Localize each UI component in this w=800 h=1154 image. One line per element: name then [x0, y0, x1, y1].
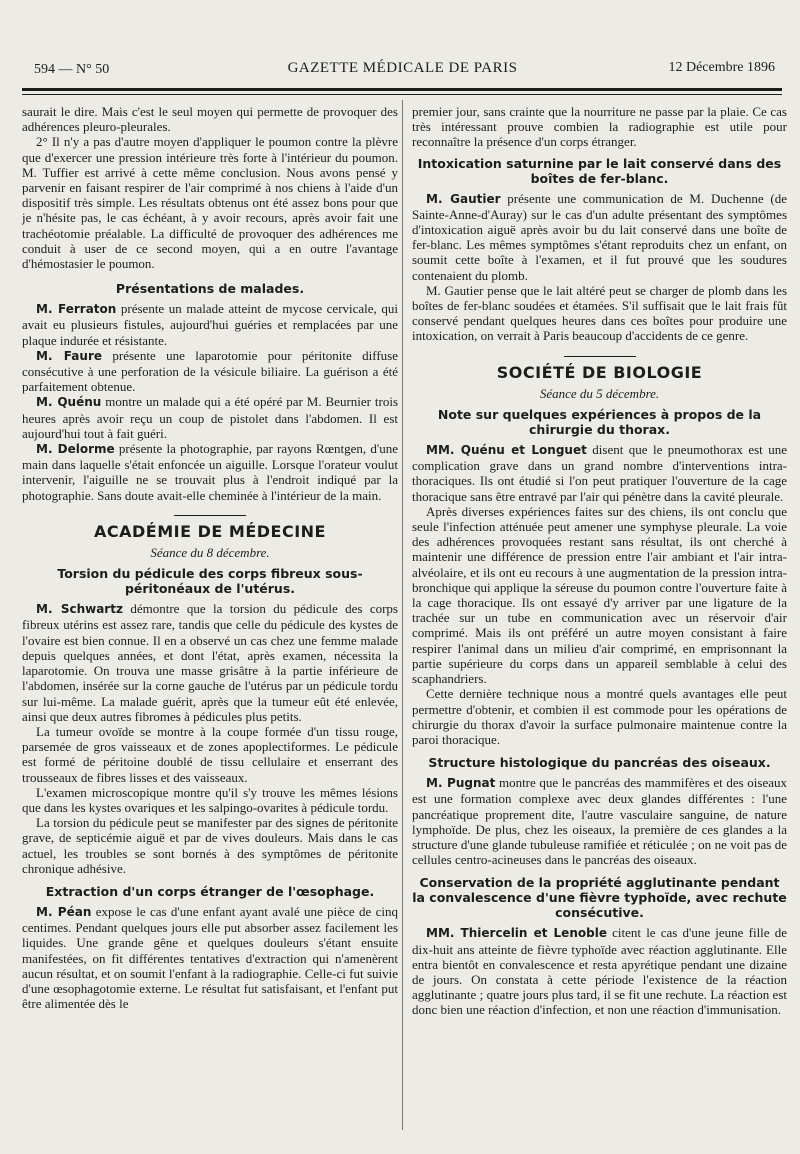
- author-name: MM. Thiercelin et Lenoble: [426, 926, 607, 941]
- paragraph-ferraton: [22, 301, 398, 348]
- section-separator: [564, 356, 636, 357]
- paragraph-quenu-longuet: [412, 442, 787, 504]
- journal-title: GAZETTE MÉDICALE DE PARIS: [287, 60, 518, 76]
- paragraph: saurait le dire. Mais c'est le seul moyen qui permette de provoquer des adhérences pleuro-pleurales.: [22, 104, 398, 135]
- paragraph: La torsion du pédicule peut se manifester par des signes de péritonite grave, de septicémie aiguë et par de vives douleurs. Mais dans le cas actuel, les troubles se sont bornés à des symptômes de péritonite chronique adhésive.: [22, 815, 398, 876]
- left-column: [22, 104, 398, 1011]
- section-separator: [174, 515, 246, 516]
- paragraph-text: expose le cas d'une enfant ayant avalé une pièce de cinq centimes. Pendant quelques jours elle put absorber assez facilement les liquides. Une grande gêne et quelques douleurs s'étant ensuite manifestées, on fit différentes tentatives d'extraction qui n'amenèrent aucun résultat, et on soumit l'enfant à la radiographie. Celle-ci fut suivie d'une œsophagotomie externe. Le résultat fut satisfaisant, et l'enfant put être alimentée dès le: [22, 903, 398, 1012]
- section-heading-extraction: Extraction d'un corps étranger de l'œsophage.: [45, 883, 375, 899]
- paragraph-quenu: [22, 394, 398, 441]
- author-name: M. Schwartz: [36, 602, 123, 617]
- paragraph-text: présente un malade atteint de mycose cervicale, qui avait eu plusieurs fistules, aujourd'hui guéries et remplacées par une plaque indurée et résistante.: [22, 301, 399, 348]
- paragraph-thiercelin: [412, 925, 787, 1017]
- author-name: M. Pugnat: [426, 776, 496, 791]
- academie-session: Séance du 8 décembre.: [150, 545, 270, 561]
- paragraph-pugnat: [412, 775, 787, 867]
- section-heading-presentations: Présentations de malades.: [115, 281, 305, 297]
- paragraph: Cette dernière technique nous a montré quels avantages elle peut permettre d'obtenir, et combien il est commode pour les opérations de chirurgie du thorax d'avoir la surface pulmonaire maintenue contre la paroi thoracique.: [412, 686, 787, 747]
- section-heading-note: Note sur quelques expériences à propos de la chirurgie du thorax.: [437, 407, 762, 438]
- paragraph-text: présente une communication de M. Duchenne (de Sainte-Anne-d'Auray) sur le cas d'un adulte présentant des symptômes d'intoxication aiguë après avoir bu du lait conservé dans une boîte de fer-blanc. Les mêmes symptômes s'étant reproduits chez un enfant, on soumit cette boîte à l'examen, et il fut prouvé que les soudures contenaient du plomb.: [412, 190, 788, 283]
- paragraph: premier jour, sans crainte que la nourriture ne passe par la plaie. Ce cas très intéressant prouve combien la radiographie est utile pour reconnaître la présence d'un corps étranger.: [412, 104, 787, 150]
- author-name: M. Ferraton: [36, 302, 117, 317]
- paragraph-text: démontre que la torsion du pédicule des corps fibreux utérins est assez rare, tandis que celle du pédicule des kystes de l'ovaire est bien connue. Il en a observé un cas chez une femme malade depuis quelques années, et dont l'état, après examen, nécessita la laparotomie. On trouva une masse grisâtre à la partie inférieure de l'abdomen, insérée sur la corne gauche de l'utérus par un pédicule tordu sur lui-même. La malade guérit, après que la tumeur eût été enlevée, ainsi que deux autres fibromes à pédicules plus petits.: [22, 601, 398, 724]
- column-divider: [402, 100, 403, 1130]
- header-rule-thick: [22, 88, 782, 91]
- paragraph-text: montre que le pancréas des mammifères et des oiseaux est une formation complexe avec deux glandes différentes : l'une pancréatique proprement dite, l'autre vasculaire sanguine, de nature lymphoïde. De plus, chez les oiseaux, la première de ces glandes a la structure d'une glande tubuleuse ramifiée et réticulée ; on ne voit pas de cellules centro-acineuses dans le pancréas des oiseaux.: [412, 775, 787, 868]
- paragraph-gautier: [412, 191, 787, 283]
- section-heading-structure: Structure histologique du pancréas des oiseaux.: [428, 755, 771, 771]
- paragraph-delorme: [22, 441, 398, 503]
- paragraph: Après diverses expériences faites sur des chiens, ils ont conclu que seule l'infection atténuée peut amener une symphyse pleurale. La voie des adhérences provoquées restant sans résultat, ils ont cherché à maintenir une différence de pression entre l'air ambiant et l'air intra-alvéolaire, et ils ont eu recours à une augmentation de la pression intra-bronchique qui applique la séreuse du poumon contre l'ouverture faite à la cage thoracique. Ils ont essayé d'y arriver par une ligature de la trachée sur un tube en communication avec un réservoir d'air comprimé. Mais ils ont préféré un autre moyen consistant à faire respirer l'animal dans un milieu d'air comprimé, en emprisonnant la partie supérieure du corps dans un appareil semblable à celui des scaphandriers.: [412, 503, 787, 687]
- paragraph: L'examen microscopique montre qu'il s'y trouve les mêmes lésions que dans les kystes ovariques et les salpingo-ovarites à pédicule tordu.: [22, 784, 398, 815]
- author-name: M. Péan: [36, 904, 92, 919]
- page-header: [30, 58, 775, 82]
- paragraph-faure: [22, 348, 398, 395]
- header-rule-thin: [22, 94, 782, 95]
- right-column: [412, 104, 787, 1018]
- issue-date: 12 Décembre 1896: [668, 60, 775, 75]
- paragraph-text: citent le cas d'une jeune fille de dix-huit ans atteinte de fièvre typhoïde avec réaction agglutinante. Elle entra bientôt en convalescence et resta apyrétique pendant une dizaine de jours. On constata à cette période l'existence de la réaction agglutinante ; quatre jours plus tard, il se fit une rechute. La réaction est donc bien une réaction d'infection, et non une réaction d'immunisation.: [412, 925, 788, 1018]
- paragraph-text: disent que le pneumothorax est une complication grave dans un grand nombre d'interventions intra-thoraciques. Ils ont étudié si l'on peut pratiquer l'ouverture de la cage thoracique sans être entravé par l'air qui pénètre dans la cavité pleurale.: [412, 442, 787, 504]
- paragraph: M. Gautier pense que le lait altéré peut se charger de plomb dans les boîtes de fer-blanc soudées et étamées. S'il suffisait que le lait frais fût conservé pendant quelques heures dans ces boîtes pour produire une intoxication, on verrait à Paris beaucoup d'accidents de ce genre.: [412, 282, 787, 344]
- page-number: 594 — N° 50: [34, 62, 110, 77]
- societe-title: SOCIÉTÉ DE BIOLOGIE: [496, 362, 703, 382]
- paragraph-text: montre un malade qui a été opéré par M. Beurnier trois heures après avoir reçu un coup de pistolet dans l'abdomen. Il est aujourd'hui tout à fait guéri.: [22, 394, 398, 441]
- paragraph-schwartz: [22, 601, 398, 724]
- academie-title: ACADÉMIE DE MÉDECINE: [94, 521, 326, 541]
- section-heading-conservation: Conservation de la propriété agglutinante pendant la convalescence d'une fièvre typhoïde, avec rechute consécutive.: [412, 875, 787, 921]
- societe-session: Séance du 5 décembre.: [539, 385, 660, 401]
- section-heading-torsion: Torsion du pédicule des corps fibreux sous-péritonéaux de l'utérus.: [57, 566, 363, 597]
- author-name: M. Delorme: [36, 442, 115, 457]
- author-name: M. Gautier: [426, 191, 501, 206]
- paragraph-text: présente la photographie, par rayons Rœntgen, d'une main dans laquelle s'était enfoncée un aiguille. Lorsque l'orateur voulut intervenir, l'aiguille ne se trouvait plus à l'endroit indiqué par la photographie. Sans doute avait-elle cheminée à l'intérieur de la main.: [22, 441, 398, 503]
- paragraph: La tumeur ovoïde se montre à la coupe formée d'un tissu rouge, parsemée de gros vaisseaux et de zones apoplectiformes. Le pédicule est formé de péritoine doublé de tissu cellulaire et enserrant des trousseaux de fibres lisses et des vaisseaux.: [22, 723, 398, 785]
- author-name: M. Faure: [36, 348, 103, 363]
- author-name: M. Quénu: [36, 395, 102, 410]
- section-heading-intoxication: Intoxication saturnine par le lait conservé dans des boîtes de fer-blanc.: [417, 155, 782, 186]
- author-name: MM. Quénu et Longuet: [426, 443, 587, 458]
- paragraph-text: présente une laparotomie pour péritonite diffuse consécutive à une perforation de la vésicule biliaire. La guérison a été parfaitement obtenue.: [22, 347, 398, 395]
- paragraph-pean: [22, 904, 398, 1011]
- paragraph: 2° Il n'y a pas d'autre moyen d'appliquer le poumon contre la plèvre que d'exercer une pression intérieure très forte à l'intérieur du poumon. M. Tuffier est arrivé à cette même conclusion. Nous avons pensé y parvenir en faisant respirer de l'air comprimé à nos chiens à l'aide d'un dispositif très simple. Les résultats obtenus ont été assez bons pour que je n'hésite pas, le cas échéant, à y avoir recours, après avoir fait une trachéotomie préalable. La difficulté de provoquer des adhérences me conduit à user de ce second moyen, qui a en outre l'avantage d'hémostasier le poumon.: [22, 134, 398, 272]
